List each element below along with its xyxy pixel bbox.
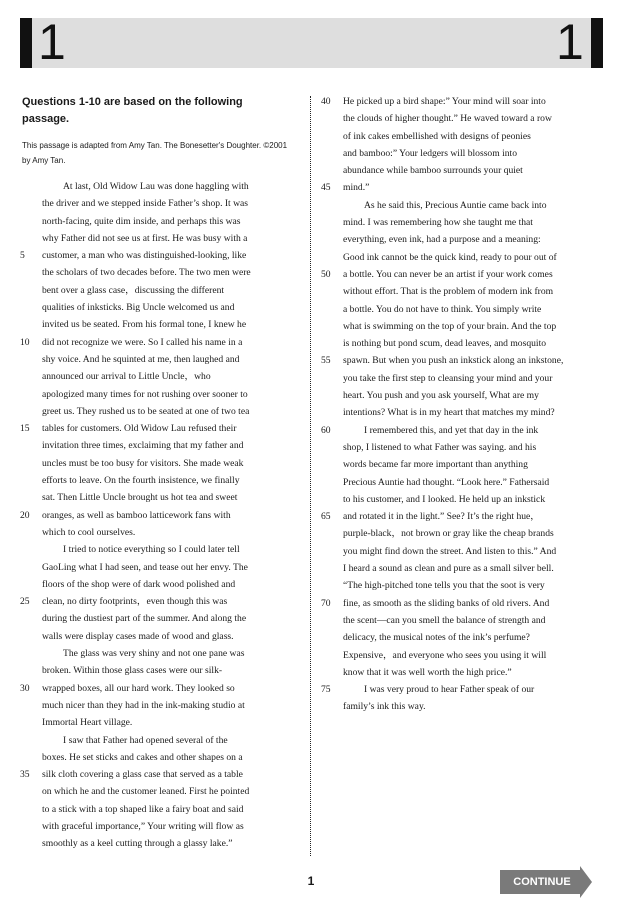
passage-line (321, 404, 597, 421)
line-text: announced our arrival to Little Uncle，who (42, 371, 211, 383)
line-text: abundance while bamboo surrounds your quiet (343, 165, 523, 177)
passage-line (321, 543, 597, 560)
line-text: greet us. They rushed us to be seated at one of two tea (42, 405, 250, 417)
passage-line (321, 145, 597, 162)
passage-line (20, 662, 292, 679)
line-number: 75 (321, 684, 331, 696)
passage-line (20, 213, 292, 230)
passage-line (321, 456, 597, 473)
questions-heading: Questions 1-10 are based on the following passage. (22, 96, 243, 125)
line-text: He picked up a bird shape:” Your mind will soar into (343, 96, 546, 107)
passage-line (321, 283, 597, 300)
passage-line (20, 230, 292, 247)
line-text: much nicer than they had in the ink-making studio at (42, 699, 245, 711)
passage-line (20, 680, 292, 697)
line-text: you take the first step to cleansing your mind and your (343, 372, 553, 384)
passage-source: This passage is adapted from Amy Tan. The Bonesetter's Doughter. ©2001 by Amy Tan. (22, 141, 288, 165)
passage-line (321, 93, 597, 110)
line-number: 70 (321, 597, 331, 609)
line-text: mind.” (343, 182, 370, 194)
line-text: is nothing but pond scum, dead leaves, and mosquito (343, 338, 547, 350)
passage-left-column (20, 178, 292, 853)
passage-line (20, 247, 292, 264)
line-text: the scholars of two decades before. The two men were (42, 267, 251, 279)
line-text: smoothly as a keel cutting through a glassy lake.” (42, 838, 233, 850)
passage-line (321, 214, 597, 231)
line-text: efforts to leave. On the fourth insistence, we finally (42, 475, 240, 487)
line-text: invitation three times, exclaiming that my father and (42, 440, 244, 452)
line-text: during the dustiest part of the summer. And along the (42, 613, 247, 625)
passage-line (321, 612, 597, 629)
passage-line (321, 128, 597, 145)
line-text: spawn. But when you push an inkstick along an inkstone, (343, 355, 564, 367)
line-text: you might find down the street. And listen to this.” And (343, 545, 557, 557)
line-text: to his customer, and I looked. He held up an inkstick (343, 493, 546, 505)
line-text: clean, no dirty footprints，even though this was (42, 596, 228, 608)
line-text: At last, Old Widow Lau was done haggling with (63, 181, 249, 192)
line-text: what is swimming on the top of your brain. And the top (343, 320, 557, 332)
line-number: 10 (20, 336, 30, 348)
passage-line (20, 835, 292, 852)
line-number: 15 (20, 423, 30, 435)
passage-line (20, 645, 292, 662)
line-text: the clouds of higher thought.” He waved toward a row (343, 113, 552, 125)
line-number: 50 (321, 268, 331, 280)
line-text: the driver and we stepped inside Father’s shop. It was (42, 198, 249, 210)
passage-line (20, 489, 292, 506)
passage-line (20, 386, 292, 403)
line-text: uncles must be too busy for visitors. She made weak (42, 457, 244, 469)
passage-line (20, 472, 292, 489)
continue-label: CONTINUE (513, 876, 571, 888)
line-text: with graceful importance,” Your writing will flow as (42, 820, 244, 832)
line-text: “The high-pitched tone tells you that the soot is very (343, 580, 545, 592)
passage-line (321, 491, 597, 508)
line-text: wrapped boxes, all our hard work. They looked so (42, 682, 235, 694)
header-left-bar (20, 18, 32, 68)
line-text: boxes. He set sticks and cakes and other shapes on a (42, 751, 243, 763)
passage-line (20, 576, 292, 593)
passage-line (20, 334, 292, 351)
passage-line (20, 697, 292, 714)
line-text: I tried to notice everything so I could later tell (63, 544, 240, 556)
passage-line (20, 455, 292, 472)
passage-line (321, 525, 597, 542)
passage-line (20, 316, 292, 333)
passage-line (20, 351, 292, 368)
line-text: on which he and the customer leaned. First he pointed (42, 786, 250, 798)
passage-line (321, 301, 597, 318)
passage-line (321, 439, 597, 456)
column-divider (310, 96, 311, 856)
line-text: heart. You push and you ask yourself, What are my (343, 390, 539, 402)
section-number-left: 1 (38, 14, 66, 70)
passage-line (20, 524, 292, 541)
passage-line (20, 437, 292, 454)
line-number: 5 (20, 250, 25, 262)
passage-line (321, 249, 597, 266)
line-text: a bottle. You do not have to think. You simply write (343, 303, 542, 315)
line-number: 40 (321, 96, 331, 107)
passage-line (20, 403, 292, 420)
line-text: intentions? What is in my heart that matches my mind? (343, 407, 555, 419)
line-text: I was very proud to hear Father speak of our (364, 684, 535, 696)
passage-line (20, 195, 292, 212)
passage-line (321, 629, 597, 646)
passage-line (20, 507, 292, 524)
passage-line (321, 698, 597, 715)
line-text: I remembered this, and yet that day in the ink (364, 424, 539, 436)
continue-button[interactable] (500, 866, 592, 898)
passage-line (321, 681, 597, 698)
line-text: qualities of inksticks. Big Uncle welcomed us and (42, 302, 235, 314)
line-text: north-facing, quite dim inside, and perhaps this was (42, 215, 241, 227)
line-text: to a stick with a top shaped like a fairy boat and said (42, 803, 244, 815)
passage-line (321, 197, 597, 214)
passage-line (321, 647, 597, 664)
line-text: everything, even ink, had a purpose and a meaning: (343, 234, 541, 246)
line-text: Immortal Heart village. (42, 717, 133, 729)
line-text: Precious Auntie had thought. “Look here.” Fathersaid (343, 476, 550, 488)
passage-line (20, 282, 292, 299)
line-text: fine, as smooth as the sliding banks of old rivers. And (343, 597, 550, 609)
passage-line (20, 749, 292, 766)
line-text: the scent—can you smell the balance of strength and (343, 614, 546, 626)
passage-line (20, 714, 292, 731)
passage-line (321, 162, 597, 179)
header-right-bar (591, 18, 603, 68)
passage-line (321, 474, 597, 491)
passage-line (321, 110, 597, 127)
passage-right-column (321, 93, 597, 716)
line-text: broken. Within those glass cases were our silk- (42, 665, 223, 677)
line-text: which to cool ourselves. (42, 526, 136, 538)
header-band (20, 18, 603, 68)
passage-line (20, 420, 292, 437)
line-number: 35 (20, 769, 30, 781)
passage-line (20, 593, 292, 610)
passage-line (321, 560, 597, 577)
line-text: did not recognize we were. So I called his name in a (42, 336, 243, 348)
passage-line (321, 318, 597, 335)
line-number: 55 (321, 355, 331, 367)
passage-line (20, 368, 292, 385)
line-text: mind. I was remembering how she taught me that (343, 217, 533, 229)
line-text: silk cloth covering a glass case that served as a table (42, 769, 243, 781)
line-number: 20 (20, 509, 30, 521)
line-text: customer, a man who was distinguished-looking, like (42, 250, 247, 262)
line-text: sat. Then Little Uncle brought us hot tea and sweet (42, 492, 238, 504)
passage-line (321, 370, 597, 387)
line-number: 45 (321, 182, 331, 194)
line-text: oranges, as well as bamboo latticework fans with (42, 509, 231, 521)
passage-line (321, 335, 597, 352)
line-text: purple-black，not brown or gray like the cheap brands (343, 528, 554, 540)
passage-line (321, 266, 597, 283)
line-text: know that it was well worth the high price.” (343, 666, 512, 678)
passage-line (321, 595, 597, 612)
passage-line (20, 264, 292, 281)
passage-line (20, 178, 292, 195)
passage-line (20, 299, 292, 316)
passage-line (20, 732, 292, 749)
line-text: walls were display cases made of wood and glass. (42, 630, 234, 642)
line-text: and rotated it in the light.” See? It’s the right hue， (343, 511, 540, 523)
line-text: floors of the shop were of dark wood polished and (42, 578, 236, 590)
passage-line (20, 818, 292, 835)
line-text: I heard a sound as clean and pure as a small silver bell. (343, 563, 554, 575)
line-text: why Father did not see us at first. He was busy with a (42, 232, 248, 244)
line-text: GaoLing what I had seen, and tease out her envy. The (42, 561, 248, 573)
passage-line (20, 559, 292, 576)
passage-line (321, 387, 597, 404)
line-text: I saw that Father had opened several of the (63, 734, 228, 746)
line-text: tables for customers. Old Widow Lau refused their (42, 423, 237, 435)
line-number: 60 (321, 424, 331, 436)
line-text: a bottle. You can never be an artist if your work comes (343, 268, 553, 280)
passage-line (20, 766, 292, 783)
line-text: shop, I listened to what Father was saying. and his (343, 441, 537, 453)
passage-line (20, 628, 292, 645)
passage-line (321, 664, 597, 681)
line-number: 25 (20, 596, 30, 608)
passage-line (321, 352, 597, 369)
passage-line (20, 541, 292, 558)
passage-line (20, 610, 292, 627)
line-text: words became far more important than anything (343, 459, 528, 471)
passage-line (321, 422, 597, 439)
line-text: bent over a glass case，discussing the different (42, 284, 225, 296)
line-text: delicacy, the musical notes of the ink’s perfume? (343, 632, 530, 644)
line-text: and bamboo:” Your ledgers will blossom into (343, 147, 518, 159)
line-text: Expensive，and everyone who sees you using it will (343, 649, 547, 661)
section-number-right: 1 (556, 14, 584, 70)
line-text: without effort. That is the problem of modern ink from (343, 286, 554, 298)
line-text: As he said this, Precious Auntie came back into (364, 199, 547, 211)
passage-line (20, 783, 292, 800)
line-text: of ink cakes embellished with designs of peonies (343, 130, 531, 142)
line-text: shy voice. And he squinted at me, then laughed and (42, 353, 240, 365)
line-text: The glass was very shiny and not one pane was (63, 648, 245, 660)
line-text: Good ink cannot be the quick kind, ready to pour out of (343, 251, 557, 263)
line-number: 65 (321, 511, 331, 523)
line-text: family’s ink this way. (343, 701, 426, 713)
passage-line (321, 231, 597, 248)
line-number: 30 (20, 682, 30, 694)
passage-line (20, 801, 292, 818)
passage-line (321, 508, 597, 525)
line-text: invited us be seated. From his formal tone, I knew he (42, 319, 247, 331)
line-text: apologized many times for not rushing over sooner to (42, 388, 248, 400)
passage-line (321, 577, 597, 594)
page-number: 1 (307, 874, 315, 888)
passage-line (321, 179, 597, 196)
